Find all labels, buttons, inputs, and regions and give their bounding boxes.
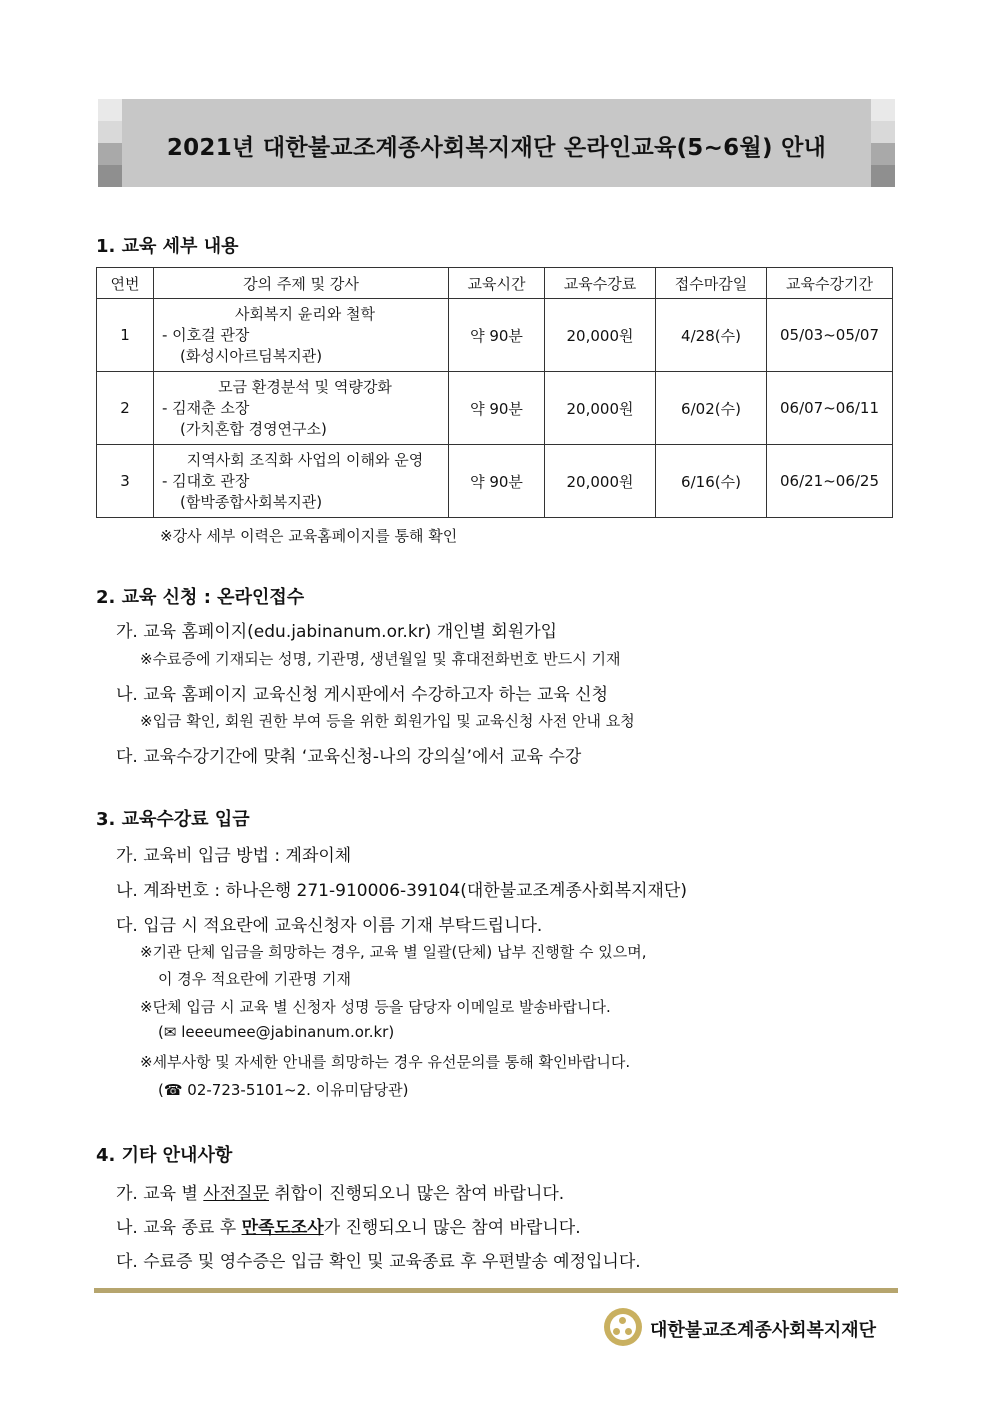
section3-ga: 가. 교육비 입금 방법 : 계좌이체 (116, 846, 352, 866)
row-period: 06/07~06/11 (767, 372, 893, 445)
section3-note1a: ※기관 단체 입금을 희망하는 경우, 교육 별 일괄(단체) 납부 진행할 수 있으며, (140, 943, 647, 961)
table-note: ※강사 세부 이력은 교육홈페이지를 통해 확인 (160, 527, 458, 545)
section3-note3: ※세부사항 및 자세한 안내를 희망하는 경우 유선문의를 통해 확인바랍니다. (140, 1053, 631, 1071)
table-header-row (97, 268, 893, 299)
section2-na: 나. 교육 홈페이지 교육신청 게시판에서 수강하고자 하는 교육 신청 (116, 685, 609, 705)
section3-heading: 3. 교육수강료 입금 (96, 809, 250, 830)
section4-heading: 4. 기타 안내사항 (96, 1145, 233, 1166)
section3-phone: (☎ 02-723-5101~2. 이유미담당관) (158, 1081, 409, 1099)
page-title: 2021년 대한불교조계종사회복지재단 온라인교육(5~6월) 안내 (166, 135, 827, 161)
topic-title: 사회복지 윤리와 철학 (235, 304, 375, 323)
col-header-no: 연번 (97, 268, 154, 299)
footer-divider (94, 1288, 898, 1293)
foundation-logo-icon (604, 1308, 642, 1346)
row-deadline: 4/28(수) (656, 299, 767, 372)
topic-title: 지역사회 조직화 사업의 이해와 운영 (186, 450, 424, 469)
row-deadline: 6/16(수) (656, 445, 767, 518)
section2-ga: 가. 교육 홈페이지(edu.jabinanum.or.kr) 개인별 회원가입 (116, 622, 558, 642)
section2-da: 다. 교육수강기간에 맞춰 ‘교육신청-나의 강의실’에서 교육 수강 (116, 747, 582, 767)
row-fee: 20,000원 (545, 299, 656, 372)
col-header-period: 교육수강기간 (767, 268, 893, 299)
row-topic (154, 445, 449, 518)
table-row (97, 445, 893, 518)
col-header-topic: 강의 주제 및 강사 (154, 268, 449, 299)
section2-ga-note: ※수료증에 기재되는 성명, 기관명, 생년월일 및 휴대전화번호 반드시 기재 (140, 650, 621, 668)
row-fee: 20,000원 (545, 445, 656, 518)
underlined-pre-question: 사전질문 (203, 1184, 270, 1204)
col-header-fee: 교육수강료 (545, 268, 656, 299)
title-banner (98, 99, 895, 187)
row-time: 약 90분 (449, 372, 545, 445)
col-header-deadline: 접수마감일 (656, 268, 767, 299)
section4-ga: 가. 교육 별 사전질문 취합이 진행되오니 많은 참여 바랍니다. (116, 1184, 565, 1204)
section2-heading: 2. 교육 신청 : 온라인접수 (96, 587, 305, 608)
section3-na: 나. 계좌번호 : 하나은행 271-910006-39104(대한불교조계종사회복지재단) (116, 881, 687, 901)
section4-da: 다. 수료증 및 영수증은 입금 확인 및 교육종료 후 우편발송 예정입니다. (116, 1252, 641, 1272)
row-no: 2 (97, 372, 154, 445)
section3-note2: ※단체 입금 시 교육 별 신청자 성명 등을 담당자 이메일로 발송바랍니다. (140, 998, 611, 1016)
row-time: 약 90분 (449, 299, 545, 372)
section2-na-note: ※입금 확인, 회원 권한 부여 등을 위한 회원가입 및 교육신청 사전 안내 요청 (140, 712, 635, 730)
topic-org: (함박종합사회복지관) (180, 492, 323, 511)
row-topic (154, 372, 449, 445)
section3-note1b: 이 경우 적요란에 기관명 기재 (158, 970, 351, 988)
topic-org: (가치혼합 경영연구소) (180, 419, 327, 438)
row-no: 3 (97, 445, 154, 518)
col-header-time: 교육시간 (449, 268, 545, 299)
row-time: 약 90분 (449, 445, 545, 518)
footer-org-name: 대한불교조계종사회복지재단 (650, 1320, 877, 1341)
section1-heading: 1. 교육 세부 내용 (96, 236, 239, 257)
section4-na: 나. 교육 종료 후 만족도조사가 진행되오니 많은 참여 바랍니다. (116, 1218, 581, 1238)
row-fee: 20,000원 (545, 372, 656, 445)
education-table (96, 267, 893, 518)
topic-org: (화성시아르딤복지관) (180, 346, 323, 365)
table-row (97, 299, 893, 372)
row-period: 05/03~05/07 (767, 299, 893, 372)
topic-title: 모금 환경분석 및 역량강화 (218, 377, 392, 396)
section3-email: (✉ leeeumee@jabinanum.or.kr) (158, 1023, 395, 1041)
section3-da: 다. 입금 시 적요란에 교육신청자 이름 기재 부탁드립니다. (116, 916, 543, 936)
row-topic (154, 299, 449, 372)
row-deadline: 6/02(수) (656, 372, 767, 445)
topic-lecturer: - 김재춘 소장 (162, 398, 250, 417)
topic-lecturer: - 김대호 관장 (162, 471, 250, 490)
row-period: 06/21~06/25 (767, 445, 893, 518)
table-row (97, 372, 893, 445)
topic-lecturer: - 이호걸 관장 (162, 325, 250, 344)
row-no: 1 (97, 299, 154, 372)
underlined-satisfaction-survey: 만족도조사 (241, 1218, 324, 1238)
